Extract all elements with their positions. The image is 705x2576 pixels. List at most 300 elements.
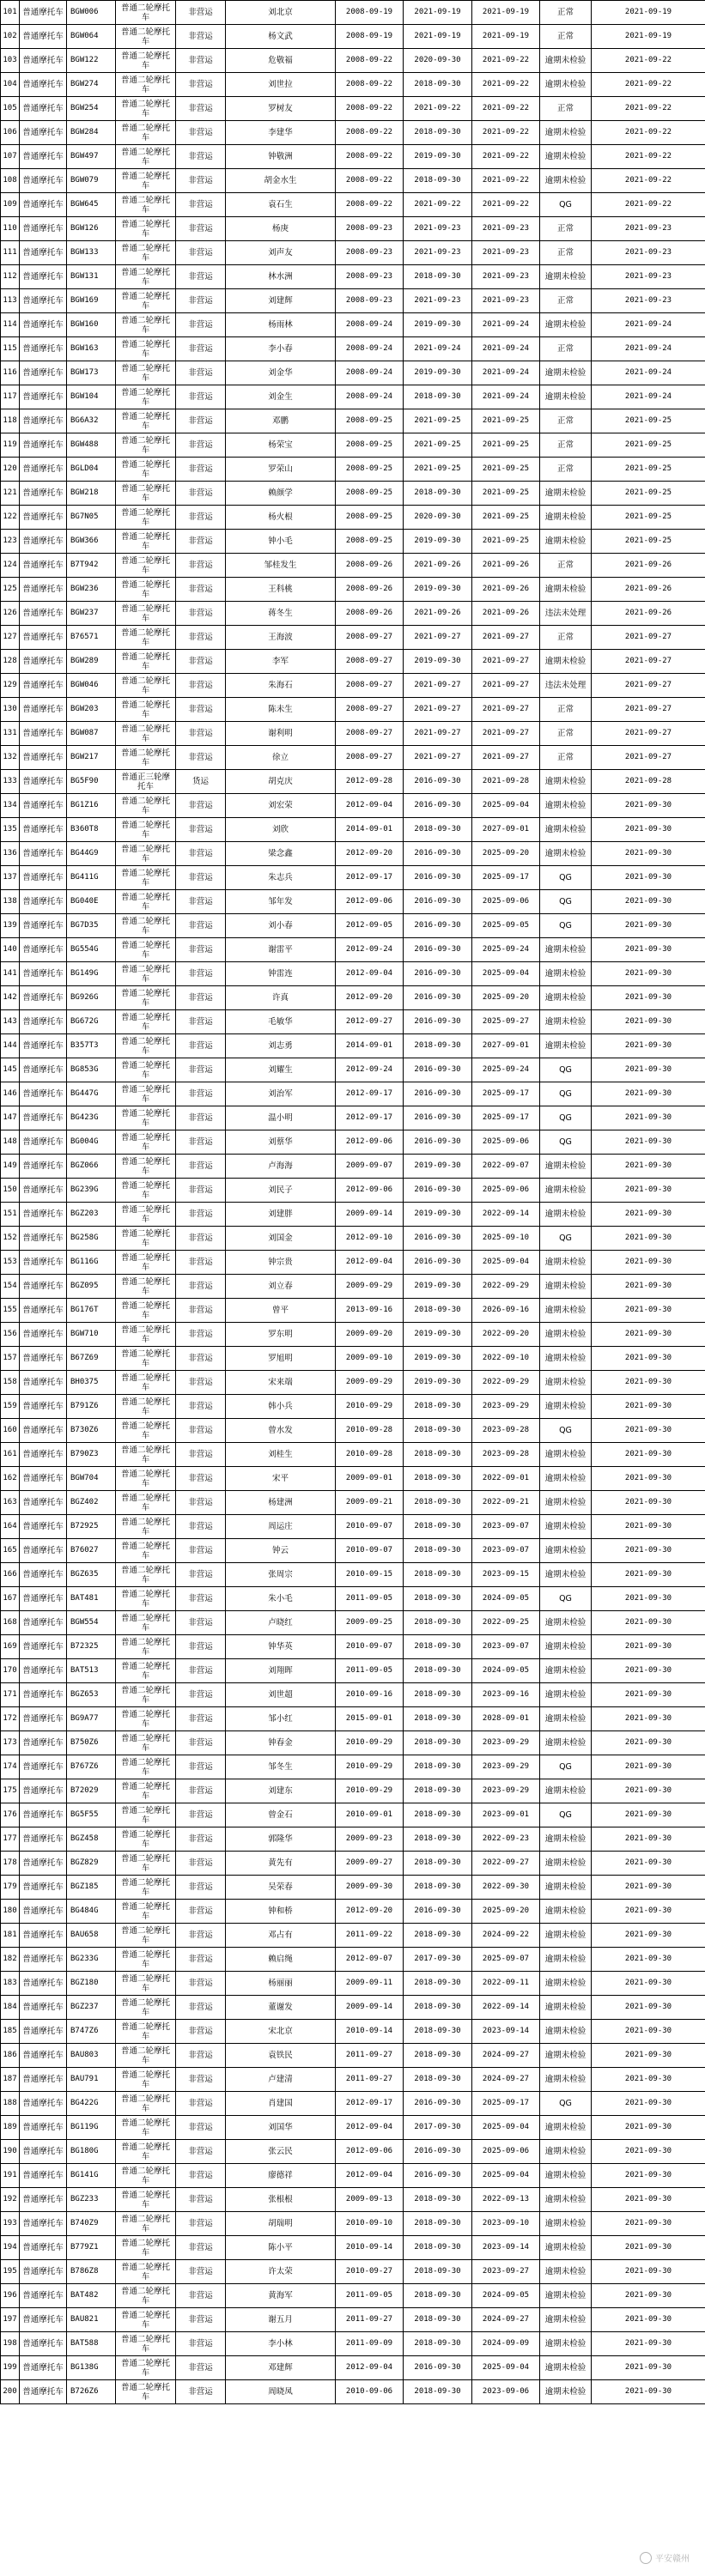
cell-register-date: 2012-09-04	[336, 2164, 404, 2188]
cell-record-date: 2021-09-19	[592, 25, 705, 49]
cell-vehicle-type: 普通摩托车	[20, 2188, 67, 2212]
cell-register-date: 2012-09-17	[336, 1106, 404, 1130]
cell-register-date: 2009-09-07	[336, 1155, 404, 1179]
cell-register-date: 2010-09-14	[336, 2236, 404, 2260]
cell-record-date: 2021-09-30	[592, 1515, 705, 1539]
cell-plate-number: BGW133	[67, 241, 116, 265]
cell-row-number: 181	[1, 1924, 20, 1948]
cell-valid-until: 2023-09-14	[472, 2020, 540, 2044]
cell-inspection-date: 2018-09-30	[404, 1419, 472, 1443]
cell-inspection-date: 2018-09-30	[404, 1395, 472, 1419]
cell-inspection-date: 2021-09-26	[404, 602, 472, 626]
cell-row-number: 120	[1, 458, 20, 482]
cell-vehicle-type: 普通摩托车	[20, 241, 67, 265]
table-row	[1, 2380, 705, 2404]
cell-inspection-date: 2016-09-30	[404, 2356, 472, 2380]
cell-record-date: 2021-09-30	[592, 1010, 705, 1034]
cell-plate-number: BGW645	[67, 193, 116, 217]
cell-plate-number: BG138G	[67, 2356, 116, 2380]
cell-owner-name: 钟和桥	[226, 1900, 336, 1924]
cell-valid-until: 2022-09-27	[472, 1852, 540, 1876]
cell-row-number: 126	[1, 602, 20, 626]
cell-owner-name: 袁石生	[226, 193, 336, 217]
cell-valid-until: 2021-09-24	[472, 313, 540, 337]
cell-usage-type: 非营运	[176, 1659, 226, 1683]
cell-valid-until: 2022-09-29	[472, 1275, 540, 1299]
cell-status: 逾期未检验	[540, 482, 592, 506]
cell-usage-type: 非营运	[176, 1179, 226, 1203]
cell-vehicle-brand: 普通二轮摩托车	[116, 409, 176, 433]
cell-plate-number: BGW122	[67, 49, 116, 73]
cell-owner-name: 卢建清	[226, 2068, 336, 2092]
table-row	[1, 458, 705, 482]
cell-owner-name: 邹年发	[226, 890, 336, 914]
cell-status: 违法未处理	[540, 674, 592, 698]
cell-register-date: 2012-09-04	[336, 2116, 404, 2140]
cell-row-number: 107	[1, 145, 20, 169]
cell-vehicle-brand: 普通二轮摩托车	[116, 1515, 176, 1539]
cell-register-date: 2010-09-10	[336, 2212, 404, 2236]
cell-plate-number: B76027	[67, 1539, 116, 1563]
cell-row-number: 138	[1, 890, 20, 914]
cell-inspection-date: 2018-09-30	[404, 2380, 472, 2404]
table-row	[1, 554, 705, 578]
cell-register-date: 2012-09-04	[336, 962, 404, 986]
cell-usage-type: 非营运	[176, 193, 226, 217]
cell-status: 逾期未检验	[540, 1827, 592, 1852]
cell-status: 正常	[540, 241, 592, 265]
cell-valid-until: 2022-09-20	[472, 1323, 540, 1347]
cell-record-date: 2021-09-22	[592, 193, 705, 217]
cell-vehicle-type: 普通摩托车	[20, 890, 67, 914]
cell-owner-name: 罗旭明	[226, 1347, 336, 1371]
cell-status: 逾期未检验	[540, 1924, 592, 1948]
cell-vehicle-type: 普通摩托车	[20, 289, 67, 313]
table-row	[1, 1082, 705, 1106]
cell-inspection-date: 2017-09-30	[404, 2116, 472, 2140]
table-row	[1, 1491, 705, 1515]
cell-plate-number: BG672G	[67, 1010, 116, 1034]
cell-register-date: 2009-09-25	[336, 1611, 404, 1635]
cell-usage-type: 非营运	[176, 1275, 226, 1299]
cell-inspection-date: 2018-09-30	[404, 482, 472, 506]
table-row	[1, 1203, 705, 1227]
cell-vehicle-type: 普通摩托车	[20, 578, 67, 602]
cell-vehicle-type: 普通摩托车	[20, 1010, 67, 1034]
cell-owner-name: 朱志兵	[226, 866, 336, 890]
cell-vehicle-brand: 普通二轮摩托车	[116, 2308, 176, 2332]
cell-register-date: 2008-09-24	[336, 385, 404, 409]
cell-usage-type: 非营运	[176, 2164, 226, 2188]
cell-vehicle-type: 普通摩托车	[20, 1731, 67, 1755]
cell-inspection-date: 2020-09-30	[404, 49, 472, 73]
cell-status: 正常	[540, 217, 592, 241]
cell-valid-until: 2027-09-01	[472, 818, 540, 842]
cell-register-date: 2008-09-23	[336, 289, 404, 313]
cell-usage-type: 非营运	[176, 1563, 226, 1587]
cell-usage-type: 非营运	[176, 506, 226, 530]
table-row	[1, 2188, 705, 2212]
cell-vehicle-brand: 普通二轮摩托车	[116, 1755, 176, 1779]
cell-owner-name: 刘宏荣	[226, 794, 336, 818]
table-row	[1, 1827, 705, 1852]
cell-vehicle-brand: 普通二轮摩托车	[116, 674, 176, 698]
cell-valid-until: 2024-09-09	[472, 2332, 540, 2356]
cell-vehicle-brand: 普通二轮摩托车	[116, 2164, 176, 2188]
cell-usage-type: 货运	[176, 770, 226, 794]
cell-row-number: 105	[1, 97, 20, 121]
cell-register-date: 2011-09-27	[336, 2068, 404, 2092]
cell-register-date: 2008-09-25	[336, 482, 404, 506]
cell-owner-name: 韩小兵	[226, 1395, 336, 1419]
cell-owner-name: 杨丽丽	[226, 1972, 336, 1996]
cell-plate-number: BGW289	[67, 650, 116, 674]
table-row	[1, 433, 705, 458]
cell-vehicle-brand: 普通二轮摩托车	[116, 193, 176, 217]
cell-inspection-date: 2016-09-30	[404, 938, 472, 962]
cell-vehicle-brand: 普通二轮摩托车	[116, 650, 176, 674]
cell-vehicle-type: 普通摩托车	[20, 1996, 67, 2020]
cell-vehicle-type: 普通摩托车	[20, 433, 67, 458]
cell-inspection-date: 2018-09-30	[404, 2260, 472, 2284]
cell-owner-name: 刘桂生	[226, 1443, 336, 1467]
cell-status: 违法未处理	[540, 602, 592, 626]
cell-vehicle-type: 普通摩托车	[20, 458, 67, 482]
table-row	[1, 385, 705, 409]
cell-record-date: 2021-09-30	[592, 890, 705, 914]
cell-record-date: 2021-09-30	[592, 1972, 705, 1996]
cell-row-number: 156	[1, 1323, 20, 1347]
cell-vehicle-brand: 普通二轮摩托车	[116, 97, 176, 121]
cell-row-number: 192	[1, 2188, 20, 2212]
cell-usage-type: 非营运	[176, 2140, 226, 2164]
cell-register-date: 2009-09-10	[336, 1347, 404, 1371]
cell-plate-number: BG9A77	[67, 1707, 116, 1731]
cell-row-number: 187	[1, 2068, 20, 2092]
cell-record-date: 2021-09-30	[592, 1876, 705, 1900]
cell-usage-type: 非营运	[176, 698, 226, 722]
cell-row-number: 127	[1, 626, 20, 650]
cell-record-date: 2021-09-30	[592, 1611, 705, 1635]
table-row	[1, 2260, 705, 2284]
cell-record-date: 2021-09-30	[592, 2020, 705, 2044]
table-row	[1, 337, 705, 361]
cell-owner-name: 刘建东	[226, 1779, 336, 1803]
cell-status: QG	[540, 1587, 592, 1611]
cell-plate-number: BAT513	[67, 1659, 116, 1683]
cell-status: 逾期未检验	[540, 2188, 592, 2212]
cell-plate-number: BGW087	[67, 722, 116, 746]
cell-inspection-date: 2016-09-30	[404, 1179, 472, 1203]
table-row	[1, 1275, 705, 1299]
cell-inspection-date: 2019-09-30	[404, 530, 472, 554]
cell-vehicle-type: 普通摩托车	[20, 1179, 67, 1203]
table-row	[1, 1515, 705, 1539]
cell-inspection-date: 2021-09-26	[404, 554, 472, 578]
cell-vehicle-brand: 普通二轮摩托车	[116, 2188, 176, 2212]
cell-vehicle-brand: 普通二轮摩托车	[116, 818, 176, 842]
cell-valid-until: 2025-09-17	[472, 866, 540, 890]
cell-plate-number: BG853G	[67, 1058, 116, 1082]
cell-usage-type: 非营运	[176, 650, 226, 674]
cell-usage-type: 非营运	[176, 1010, 226, 1034]
cell-plate-number: BG239G	[67, 1179, 116, 1203]
cell-row-number: 110	[1, 217, 20, 241]
cell-register-date: 2009-09-11	[336, 1972, 404, 1996]
cell-status: 逾期未检验	[540, 1371, 592, 1395]
table-row	[1, 2092, 705, 2116]
cell-owner-name: 刘金华	[226, 361, 336, 385]
cell-status: 逾期未检验	[540, 1491, 592, 1515]
cell-usage-type: 非营运	[176, 674, 226, 698]
cell-row-number: 198	[1, 2332, 20, 2356]
cell-record-date: 2021-09-30	[592, 2356, 705, 2380]
cell-vehicle-brand: 普通正三轮摩托车	[116, 770, 176, 794]
cell-record-date: 2021-09-30	[592, 2068, 705, 2092]
cell-register-date: 2012-09-24	[336, 938, 404, 962]
cell-status: 正常	[540, 1, 592, 25]
cell-valid-until: 2021-09-28	[472, 770, 540, 794]
cell-register-date: 2011-09-09	[336, 2332, 404, 2356]
cell-plate-number: BGW173	[67, 361, 116, 385]
cell-inspection-date: 2019-09-30	[404, 1275, 472, 1299]
cell-record-date: 2021-09-30	[592, 1275, 705, 1299]
cell-inspection-date: 2018-09-30	[404, 169, 472, 193]
cell-row-number: 195	[1, 2260, 20, 2284]
cell-valid-until: 2024-09-27	[472, 2044, 540, 2068]
cell-inspection-date: 2018-09-30	[404, 1731, 472, 1755]
cell-valid-until: 2022-09-11	[472, 1972, 540, 1996]
cell-owner-name: 毛敏华	[226, 1010, 336, 1034]
cell-register-date: 2011-09-27	[336, 2044, 404, 2068]
cell-usage-type: 非营运	[176, 385, 226, 409]
cell-record-date: 2021-09-25	[592, 433, 705, 458]
cell-register-date: 2008-09-22	[336, 97, 404, 121]
cell-status: 逾期未检验	[540, 1299, 592, 1323]
cell-register-date: 2012-09-17	[336, 1082, 404, 1106]
cell-record-date: 2021-09-22	[592, 121, 705, 145]
cell-usage-type: 非营运	[176, 1299, 226, 1323]
cell-vehicle-brand: 普通二轮摩托车	[116, 1948, 176, 1972]
cell-vehicle-brand: 普通二轮摩托车	[116, 722, 176, 746]
cell-record-date: 2021-09-30	[592, 1203, 705, 1227]
cell-valid-until: 2025-09-06	[472, 2140, 540, 2164]
cell-inspection-date: 2019-09-30	[404, 1203, 472, 1227]
cell-status: QG	[540, 1082, 592, 1106]
cell-inspection-date: 2019-09-30	[404, 1323, 472, 1347]
cell-inspection-date: 2018-09-30	[404, 1515, 472, 1539]
cell-register-date: 2008-09-23	[336, 241, 404, 265]
cell-inspection-date: 2018-09-30	[404, 1563, 472, 1587]
cell-usage-type: 非营运	[176, 1779, 226, 1803]
cell-register-date: 2009-09-01	[336, 1467, 404, 1491]
cell-owner-name: 刘蔡华	[226, 1130, 336, 1155]
cell-plate-number: BG447G	[67, 1082, 116, 1106]
table-row	[1, 1130, 705, 1155]
cell-owner-name: 刘世超	[226, 1683, 336, 1707]
cell-row-number: 178	[1, 1852, 20, 1876]
cell-usage-type: 非营运	[176, 121, 226, 145]
cell-vehicle-type: 普通摩托车	[20, 1106, 67, 1130]
cell-owner-name: 张云民	[226, 2140, 336, 2164]
cell-inspection-date: 2018-09-30	[404, 2236, 472, 2260]
cell-inspection-date: 2021-09-24	[404, 337, 472, 361]
cell-vehicle-type: 普通摩托车	[20, 2212, 67, 2236]
cell-vehicle-brand: 普通二轮摩托车	[116, 530, 176, 554]
cell-row-number: 165	[1, 1539, 20, 1563]
cell-usage-type: 非营运	[176, 1683, 226, 1707]
cell-register-date: 2009-09-13	[336, 2188, 404, 2212]
cell-inspection-date: 2021-09-27	[404, 698, 472, 722]
cell-usage-type: 非营运	[176, 1635, 226, 1659]
cell-vehicle-type: 普通摩托车	[20, 265, 67, 289]
cell-inspection-date: 2018-09-30	[404, 1539, 472, 1563]
cell-row-number: 128	[1, 650, 20, 674]
cell-valid-until: 2022-09-10	[472, 1347, 540, 1371]
table-row	[1, 1731, 705, 1755]
cell-status: 逾期未检验	[540, 1852, 592, 1876]
cell-row-number: 134	[1, 794, 20, 818]
cell-vehicle-type: 普通摩托车	[20, 73, 67, 97]
cell-row-number: 141	[1, 962, 20, 986]
cell-status: 逾期未检验	[540, 1275, 592, 1299]
cell-usage-type: 非营运	[176, 217, 226, 241]
cell-inspection-date: 2018-09-30	[404, 1803, 472, 1827]
cell-inspection-date: 2016-09-30	[404, 914, 472, 938]
cell-usage-type: 非营运	[176, 1058, 226, 1082]
cell-row-number: 108	[1, 169, 20, 193]
cell-valid-until: 2021-09-23	[472, 217, 540, 241]
cell-inspection-date: 2016-09-30	[404, 2164, 472, 2188]
cell-record-date: 2021-09-30	[592, 794, 705, 818]
cell-row-number: 199	[1, 2356, 20, 2380]
cell-vehicle-brand: 普通二轮摩托车	[116, 698, 176, 722]
cell-plate-number: BG004G	[67, 1130, 116, 1155]
cell-usage-type: 非营运	[176, 1852, 226, 1876]
cell-status: QG	[540, 914, 592, 938]
cell-valid-until: 2021-09-24	[472, 361, 540, 385]
cell-valid-until: 2021-09-25	[472, 530, 540, 554]
cell-valid-until: 2021-09-25	[472, 482, 540, 506]
cell-plate-number: BG180G	[67, 2140, 116, 2164]
cell-usage-type: 非营运	[176, 2068, 226, 2092]
cell-register-date: 2012-09-04	[336, 2356, 404, 2380]
cell-owner-name: 刘小春	[226, 914, 336, 938]
cell-usage-type: 非营运	[176, 49, 226, 73]
table-row	[1, 145, 705, 169]
cell-usage-type: 非营运	[176, 1227, 226, 1251]
cell-record-date: 2021-09-30	[592, 1635, 705, 1659]
cell-plate-number: B72325	[67, 1635, 116, 1659]
cell-register-date: 2008-09-23	[336, 265, 404, 289]
cell-status: 逾期未检验	[540, 2044, 592, 2068]
cell-row-number: 185	[1, 2020, 20, 2044]
cell-owner-name: 胡瑞明	[226, 2212, 336, 2236]
cell-vehicle-brand: 普通二轮摩托车	[116, 1203, 176, 1227]
cell-status: 正常	[540, 722, 592, 746]
cell-register-date: 2012-09-24	[336, 1058, 404, 1082]
cell-record-date: 2021-09-30	[592, 2212, 705, 2236]
cell-vehicle-type: 普通摩托车	[20, 1491, 67, 1515]
cell-record-date: 2021-09-22	[592, 49, 705, 73]
cell-owner-name: 曾平	[226, 1299, 336, 1323]
cell-vehicle-brand: 普通二轮摩托车	[116, 914, 176, 938]
cell-usage-type: 非营运	[176, 241, 226, 265]
cell-register-date: 2012-09-17	[336, 866, 404, 890]
cell-row-number: 184	[1, 1996, 20, 2020]
cell-row-number: 124	[1, 554, 20, 578]
cell-vehicle-brand: 普通二轮摩托车	[116, 554, 176, 578]
table-row	[1, 866, 705, 890]
cell-owner-name: 刘翔晖	[226, 1659, 336, 1683]
cell-usage-type: 非营运	[176, 289, 226, 313]
cell-inspection-date: 2021-09-25	[404, 433, 472, 458]
cell-status: 逾期未检验	[540, 361, 592, 385]
cell-usage-type: 非营运	[176, 1130, 226, 1155]
cell-usage-type: 非营运	[176, 169, 226, 193]
cell-usage-type: 非营运	[176, 1876, 226, 1900]
cell-usage-type: 非营运	[176, 97, 226, 121]
cell-usage-type: 非营运	[176, 2260, 226, 2284]
cell-vehicle-type: 普通摩托车	[20, 2068, 67, 2092]
cell-record-date: 2021-09-30	[592, 1587, 705, 1611]
cell-usage-type: 非营运	[176, 145, 226, 169]
cell-row-number: 175	[1, 1779, 20, 1803]
cell-plate-number: BG7D35	[67, 914, 116, 938]
table-row	[1, 938, 705, 962]
cell-usage-type: 非营运	[176, 1371, 226, 1395]
cell-usage-type: 非营运	[176, 1707, 226, 1731]
cell-vehicle-brand: 普通二轮摩托车	[116, 1563, 176, 1587]
cell-vehicle-type: 普通摩托车	[20, 914, 67, 938]
cell-usage-type: 非营运	[176, 1491, 226, 1515]
cell-vehicle-brand: 普通二轮摩托车	[116, 1972, 176, 1996]
cell-register-date: 2015-09-01	[336, 1707, 404, 1731]
cell-register-date: 2013-09-16	[336, 1299, 404, 1323]
table-row	[1, 73, 705, 97]
cell-vehicle-brand: 普通二轮摩托车	[116, 1587, 176, 1611]
cell-inspection-date: 2019-09-30	[404, 578, 472, 602]
cell-plate-number: BG5F55	[67, 1803, 116, 1827]
cell-usage-type: 非营运	[176, 818, 226, 842]
cell-status: 逾期未检验	[540, 2236, 592, 2260]
cell-register-date: 2008-09-27	[336, 698, 404, 722]
cell-status: 逾期未检验	[540, 962, 592, 986]
cell-valid-until: 2023-09-14	[472, 2236, 540, 2260]
cell-valid-until: 2025-09-20	[472, 1900, 540, 1924]
cell-record-date: 2021-09-30	[592, 914, 705, 938]
cell-register-date: 2010-09-01	[336, 1803, 404, 1827]
cell-valid-until: 2022-09-25	[472, 1611, 540, 1635]
cell-owner-name: 刘欣	[226, 818, 336, 842]
cell-register-date: 2012-09-04	[336, 794, 404, 818]
cell-register-date: 2009-09-27	[336, 1852, 404, 1876]
cell-record-date: 2021-09-30	[592, 938, 705, 962]
cell-vehicle-type: 普通摩托车	[20, 1275, 67, 1299]
cell-plate-number: BGZ635	[67, 1563, 116, 1587]
cell-valid-until: 2025-09-17	[472, 2092, 540, 2116]
cell-usage-type: 非营运	[176, 1539, 226, 1563]
cell-vehicle-brand: 普通二轮摩托车	[116, 2092, 176, 2116]
cell-vehicle-brand: 普通二轮摩托车	[116, 1443, 176, 1467]
cell-owner-name: 赖启绳	[226, 1948, 336, 1972]
cell-status: 逾期未检验	[540, 1395, 592, 1419]
cell-usage-type: 非营运	[176, 1082, 226, 1106]
cell-status: 逾期未检验	[540, 938, 592, 962]
cell-row-number: 132	[1, 746, 20, 770]
cell-row-number: 115	[1, 337, 20, 361]
cell-inspection-date: 2016-09-30	[404, 770, 472, 794]
